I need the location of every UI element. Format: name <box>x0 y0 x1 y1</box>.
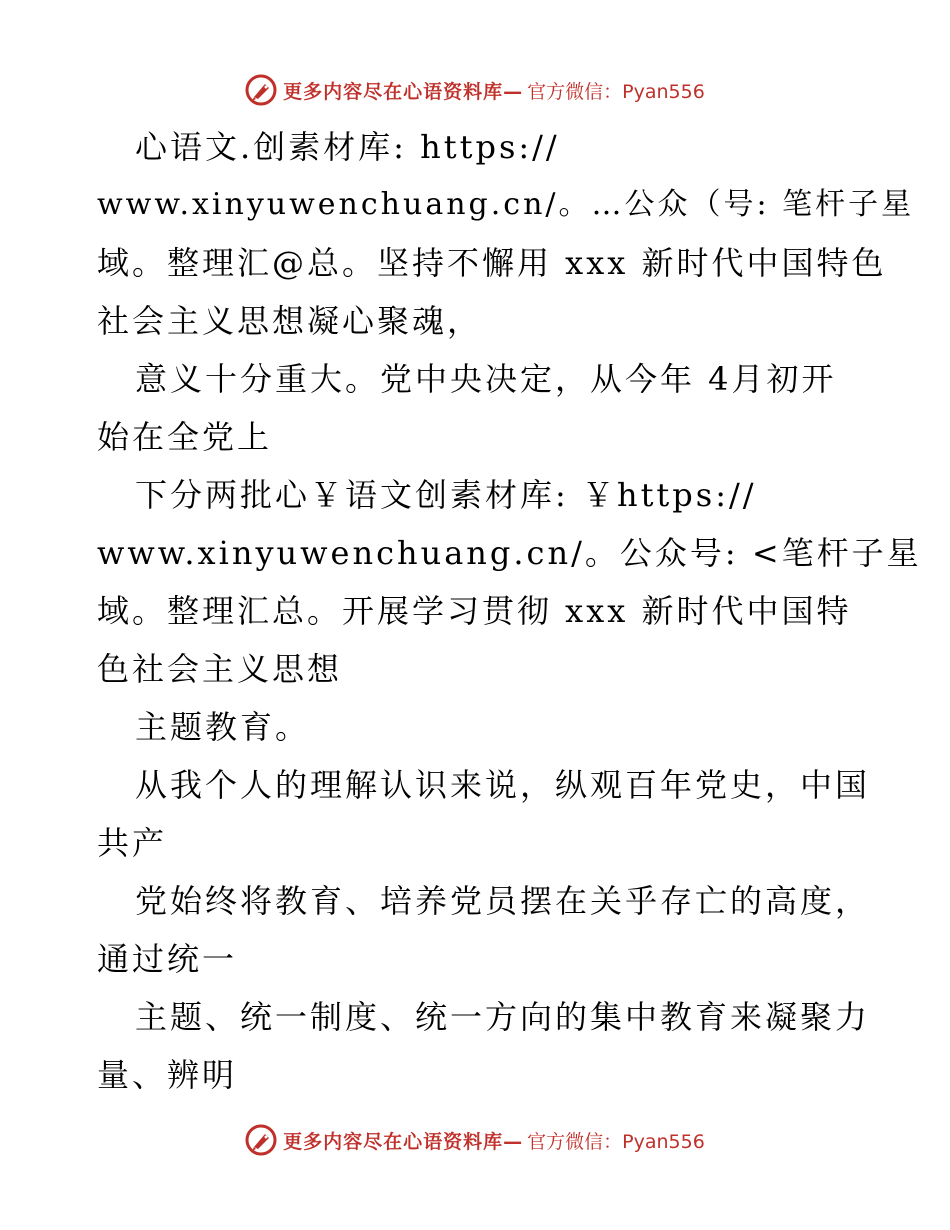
text-line: 下分两批心￥语文创素材库: ￥https:// <box>135 476 757 514</box>
text-line: 心语文.创素材库: https:// <box>135 128 560 166</box>
banner-wechat-id: 官方微信：Pyan556 <box>527 1130 705 1153</box>
pen-nib-logo-icon <box>245 74 277 106</box>
text-line: 色社会主义思想 <box>97 650 343 688</box>
banner-wechat-id: 官方微信：Pyan556 <box>527 80 705 103</box>
text-line: 始在全党上 <box>97 418 273 456</box>
header-banner <box>0 70 950 110</box>
text-line: 主题教育。 <box>135 708 311 746</box>
text-line: 通过统一 <box>97 940 238 978</box>
text-line: 量、辨明 <box>97 1056 238 1094</box>
text-line: 党始终将教育、培养党员摆在关乎存亡的高度， <box>135 882 871 920</box>
pen-nib-logo-icon <box>245 1124 277 1156</box>
banner-text: 更多内容尽在心语资料库— <box>283 80 524 103</box>
footer-banner <box>0 1120 950 1160</box>
text-line: 域。整理汇总。开展学习贯彻 xxx 新时代中国特 <box>97 592 852 630</box>
text-line: 意义十分重大。党中央决定，从今年 4月初开 <box>135 360 837 398</box>
text-line: 主题、统一制度、统一方向的集中教育来凝聚力 <box>135 998 871 1036</box>
text-line: www.xinyuwenchuang.cn/。公众号: <笔杆子星 <box>97 534 922 572</box>
text-line: 共产 <box>97 824 168 862</box>
text-line: 社会主义思想凝心聚魂， <box>97 302 483 340</box>
banner-text: 更多内容尽在心语资料库— <box>283 1130 524 1153</box>
text-line: 从我个人的理解认识来说，纵观百年党史，中国 <box>135 766 871 804</box>
text-line: www.xinyuwenchuang.cn/。…公众（号: 笔杆子星 <box>97 187 915 222</box>
text-line: 域。整理汇@总。坚持不懈用 xxx 新时代中国特色 <box>97 244 887 282</box>
